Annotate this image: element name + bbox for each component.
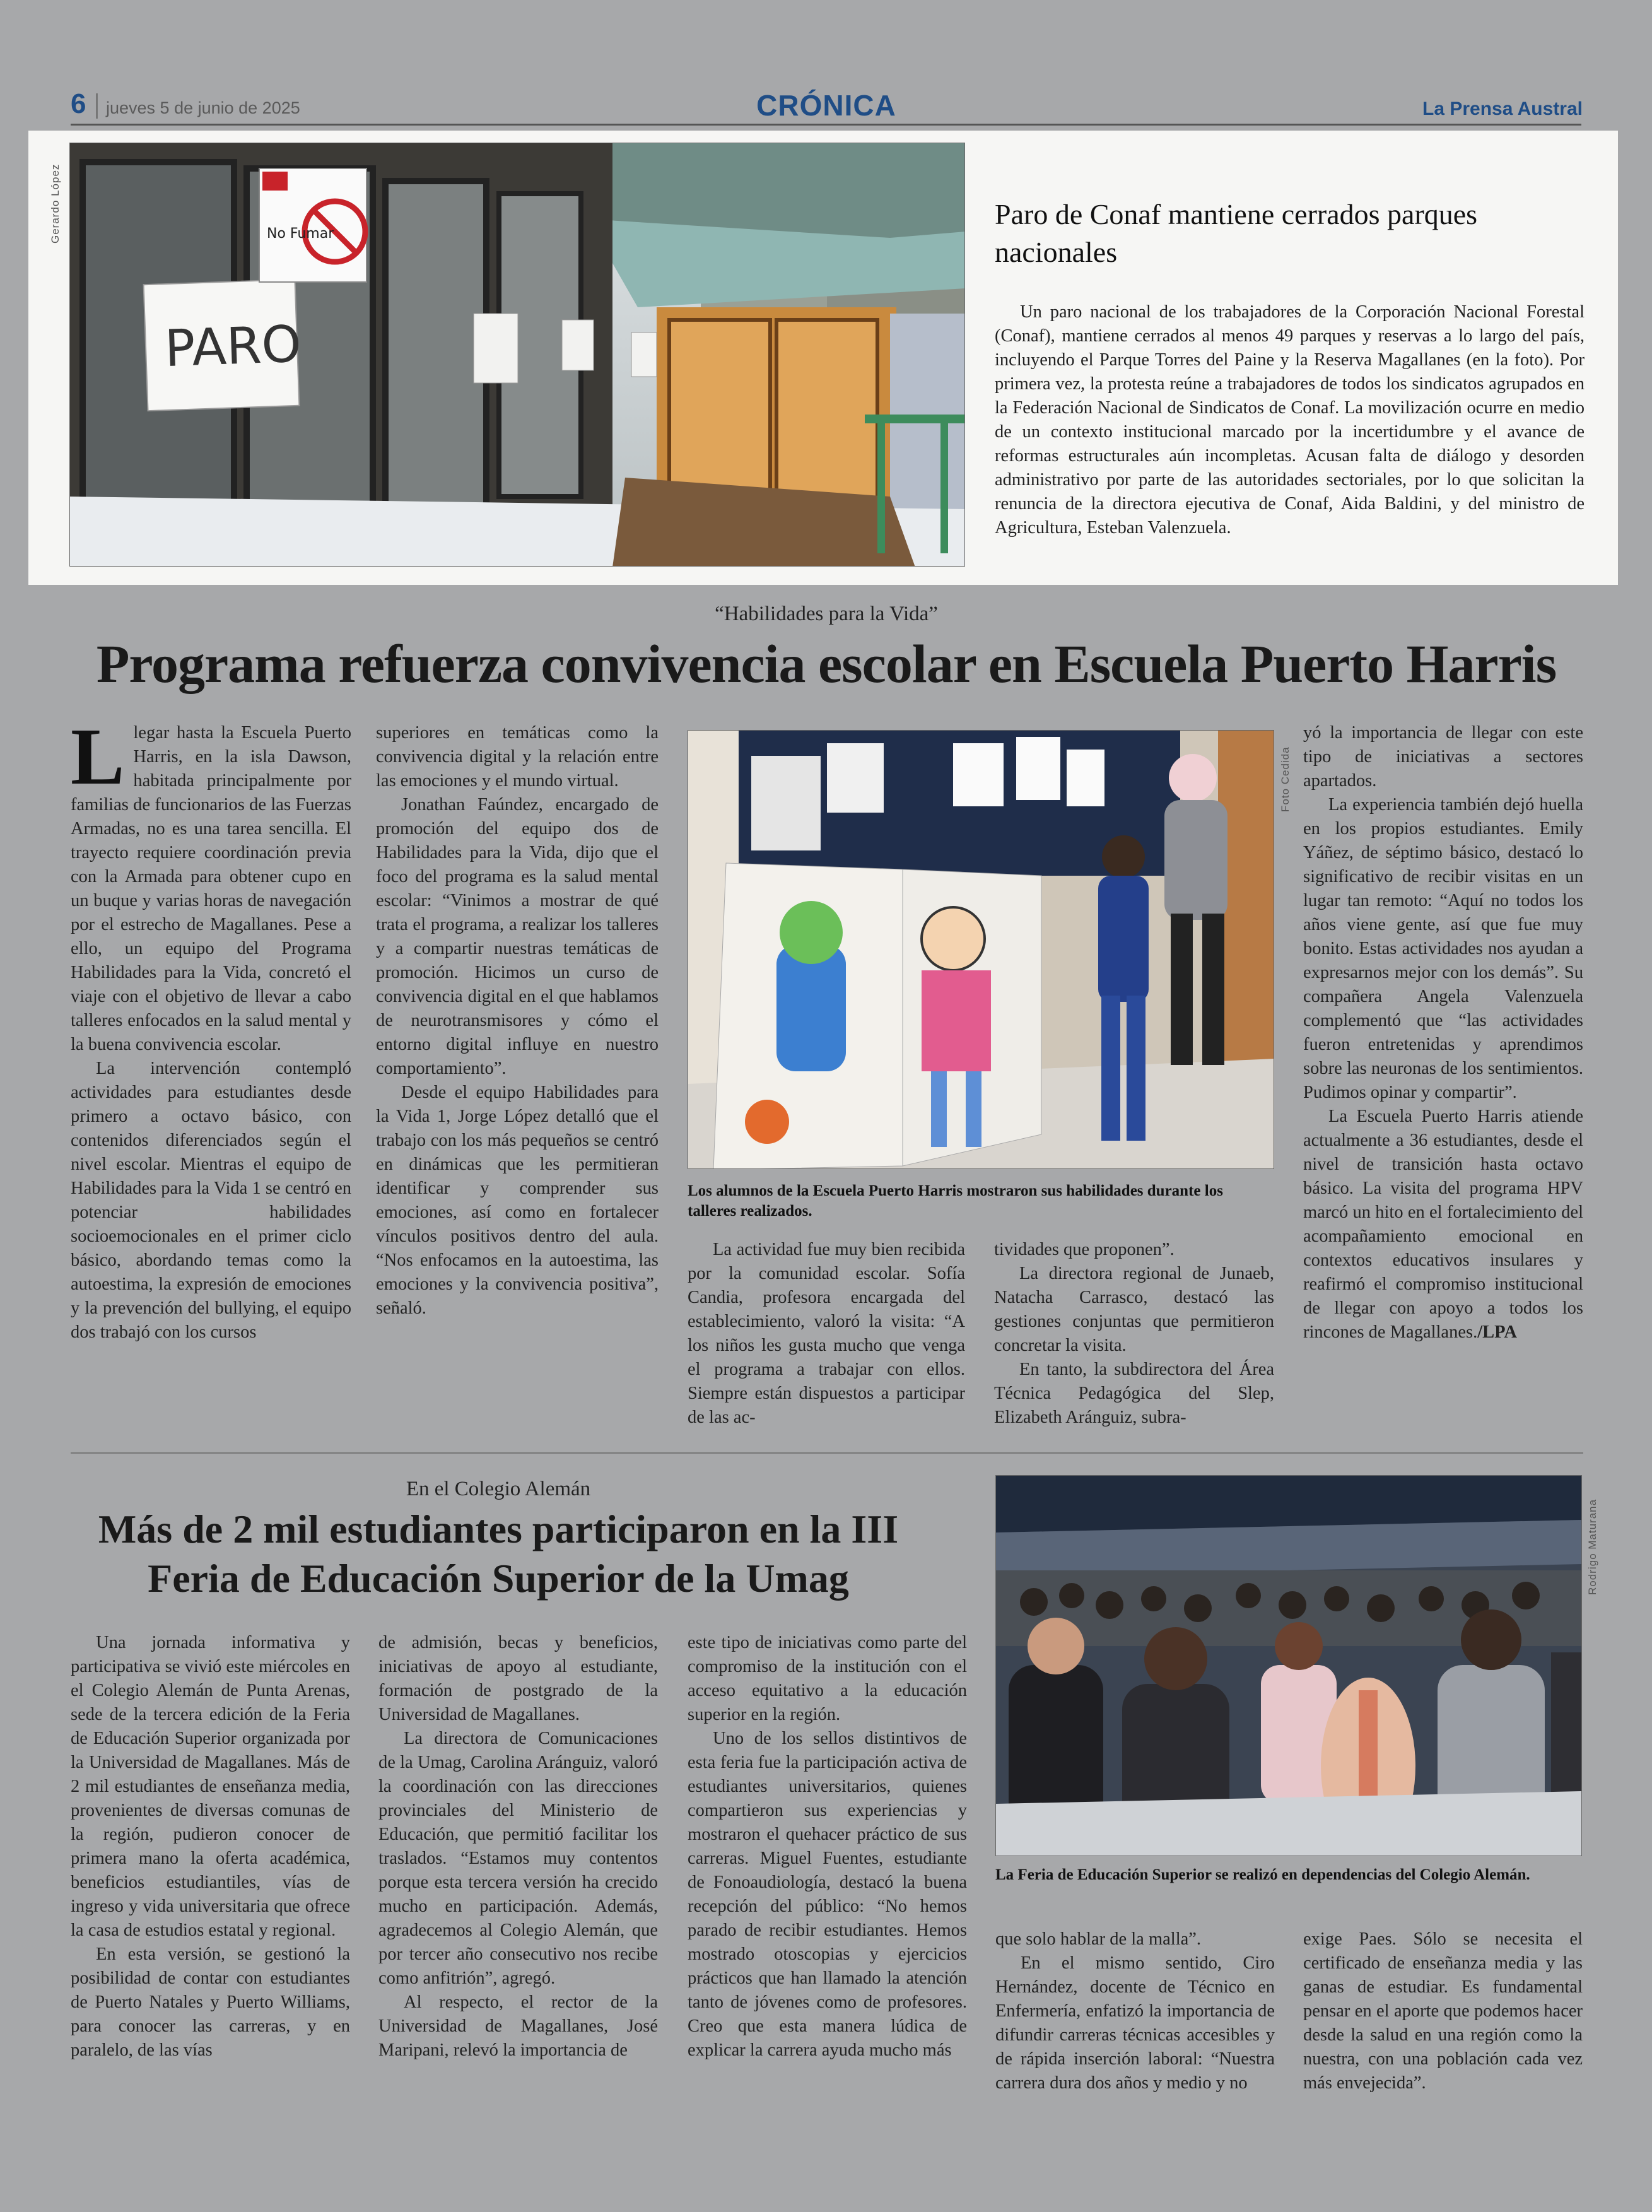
paro-sign-text: PARO <box>163 314 303 379</box>
second-photo-credit: Rodrigo Maturana <box>1586 1498 1598 1595</box>
classroom-illustration <box>688 731 1274 1169</box>
main-photo-credit: Foto Cedida <box>1279 746 1291 812</box>
main-story-column-1: Llegar hasta la Escuela Puerto Harris, en la isla Dawson, habitada principalmente por familias de funcionarios de las Fuerzas Armadas, no es una tarea sencilla. El trayecto requiere coordinación previa con la Armada para obtener cupo en un buque y varias horas de navegación por el estrecho de Magallanes. Pese a ello, un equipo del Programa Habilidades para la Vida, concretó el viaje con el objetivo de llevar a cabo talleres enfocados en la salud mental y la buena convivencia escolar. La intervención contempló actividades para estudiantes desde primero a octavo básico, con contenidos diferenciados según el nivel escolar. Mientras el equipo de Habilidades para la Vida 1 se centró en potenciar habilidades socioemocionales en el primer ciclo básico, abordando temas como la autoestima, la expresión de emociones y la prevención del bullying, el equipo dos trabajó con los cursos <box>71 712 351 1342</box>
second-story-column-3: este tipo de iniciativas como parte del compromiso de la institución con el acceso equitativo a la educación superior en la región. Uno de los sellos distintivos de esta feria fue la participación activa de estudiantes universitarios, quienes compartieron sus experiencias y mostraron el quehacer práctico de sus carreras. Miguel Fuentes, estudiante de Fonoaudiología, destacó la buena recepción del público: “No hemos parado de recibir estudiantes. Hemos mostrado otoscopias y ejercicios prácticos que han llamado la atención tanto de jóvenes como de profesores. Creo que esta manera lúdica de explicar la carrera ayuda mucho más <box>688 1633 967 2060</box>
second-story-kicker: En el Colegio Alemán <box>406 1478 591 1500</box>
top-story-title: Paro de Conaf mantiene cerrados parques nacionales <box>995 198 1478 268</box>
second-story-column-5: exige Paes. Sólo se necesita el certificado de enseñanza media y las ganas de estudiar. Es fundamental pensar en el aporte que podemos hacer desde la salud en una región como la nuestra, con una población cada vez más envejecida”. <box>1303 1929 1583 2093</box>
conaf-strike-photo <box>69 143 965 567</box>
school-workshop-photo <box>688 730 1274 1169</box>
main-story-column-2: superiores en temáticas como la convivencia digital y la relación entre las emociones y el mundo virtual. Jonathan Faúndez, encargado de promoción del equipo dos de Habilidades para la Vida, dijo que el foco del programa es la salud mental escolar: “Vinimos a mostrar de qué trata el programa, a realizar los talleres y a compartir nuestras temáticas de promoción. Hicimos un curso de convivencia digital en el que hablamos de neurotransmisores y cómo el entorno digital influye en nuestro comportamiento”. Desde el equipo Habilidades para la Vida 1, Jorge López detalló que el trabajo con los más pequeños se centró en dinámicas que les permitieran identificar y comprender sus emociones, así como en fortalecer vínculos positivos dentro del aula. “Nos enfocamos en la autoestima, las emociones y la convivencia positiva”, señaló. <box>376 723 659 1318</box>
signoff: /LPA <box>1477 1322 1518 1342</box>
main-story-column-4: tividades que proponen”. La directora regional de Junaeb, Natacha Carrasco, destacó las gestiones conjuntas que permitieron concretar la visita. En tanto, la subdirectora del Área Técnica Pedagógica del Slep, Elizabeth Aránguiz, subra- <box>994 1240 1274 1427</box>
newspaper-name: La Prensa Austral <box>1422 98 1583 119</box>
drop-cap: L <box>71 712 125 801</box>
second-photo-caption: La Feria de Educación Superior se realizó en dependencias del Colegio Alemán. <box>995 1866 1530 1883</box>
page-date: jueves 5 de junio de 2025 <box>106 98 300 117</box>
second-story-column-1: Una jornada informativa y participativa se vivió este miércoles en el Colegio Alemán de Punta Arenas, sede de la tercera edición de la Feria de Educación Superior organizada por la Universidad de Magallanes. Más de 2 mil estudiantes de enseñanza media, provenientes de diversas comunas de la región, pudieron conocer de primera mano la oferta académica, beneficios estudiantiles, vías de ingreso y vida universitaria que ofrece la casa de estudios estatal y regional. En esta versión, se gestionó la posibilidad de contar con estudiantes de Puerto Natales y Puerto Williams, para conocer las carreras, y en paralelo, de las vías <box>71 1633 350 2060</box>
education-fair-photo <box>995 1475 1582 1856</box>
no-fumar-sign-text: No Fumar <box>267 226 334 242</box>
main-story-column-5: yó la importancia de llegar con este tipo de iniciativas a sectores apartados. La experiencia también dejó huella en los propios estudiantes. Emily Yáñez, de séptimo básico, destacó lo significativo de recibir visitas en un lugar tan remoto: “Aquí no todos los años viene gente, así que fue muy bonito. Estas actividades nos ayudan a expresarnos mejor con los demás”. Su compañera Angela Valenzuela complementó que “las actividades fueron entretenidas y aprendimos sobre las neuronas de los sentimientos. Pudimos opinar y compartir”. La Escuela Puerto Harris atiende actualmente a 36 estudiantes, desde el nivel de transición hasta octavo básico. La visita del programa HPV marcó un hito en el fortalecimiento del acompañamiento emocional en contextos educativos insulares y reafirmó el compromiso institucional de llegar con apoyo a todos los rincones de Magallanes./LPA <box>1303 723 1583 1342</box>
header-divider <box>96 93 98 119</box>
story-divider <box>71 1452 1583 1454</box>
fair-crowd-illustration <box>996 1476 1582 1856</box>
main-story-column-3: La actividad fue muy bien recibida por la comunidad escolar. Sofía Candia, profesora encargada del establecimiento, valoró la visita: “A los niños les gusta mucho que venga el programa a trabajar con ellos. Siempre están dispuestos a participar de las ac- <box>688 1240 965 1427</box>
main-photo-caption: Los alumnos de la Escuela Puerto Harris mostraron sus habilidades durante los talleres realizados. <box>688 1182 1223 1220</box>
photo-credit: Gerardo López <box>49 163 61 244</box>
conaf-building-illustration <box>70 143 965 567</box>
second-story-headline: Más de 2 mil estudiantes participaron en la III Feria de Educación Superior de la Umag <box>98 1507 899 1601</box>
header-rule <box>71 124 1581 126</box>
second-story-column-2: de admisión, becas y beneficios, iniciativas de apoyo al estudiante, formación de postgrado de la Universidad de Magallanes. La directora de Comunicaciones de la Umag, Carolina Aránguiz, valoró la coordinación con las direcciones provinciales del Ministerio de Educación, que permitió facilitar los traslados. “Estamos muy contentos porque esta tercera versión ha crecido mucho en participación. Además, agradecemos al Colegio Alemán, que por tercer año consecutivo nos recibe como anfitrión”, agregó. Al respecto, el rector de la Universidad de Magallanes, José Maripani, relevó la importancia de <box>378 1633 658 2060</box>
section-title: CRÓNICA <box>756 89 896 122</box>
second-story-column-4: que solo hablar de la malla”. En el mismo sentido, Ciro Hernández, docente de Técnico en Enfermería, enfatizó la importancia de difundir carreras técnicas accesibles y de rápida inserción laboral: “Nuestra carrera dura dos años y medio y no <box>995 1929 1275 2093</box>
top-story-body: Un paro nacional de los trabajadores de la Corporación Nacional Forestal (Conaf), mantiene cerrados al menos 49 parques y reservas a lo largo del país, incluyendo el Parque Torres del Paine y la Reserva Magallanes (en la foto). Por primera vez, la protesta reúne a trabajadores de todos los sindicatos agrupados en la Federación Nacional de Sindicatos de Conaf. La movilización ocurre en medio de un contexto institucional marcado por la incertidumbre y el avance de reformas estructurales aún incompletas. Acusan falta de diálogo y desorden administrativo por parte de las autoridades sectoriales, por lo que solicitan la renuncia de la directora ejecutiva de Conaf, Aida Baldini, y del ministro de Agricultura, Esteban Valenzuela. <box>995 302 1585 538</box>
main-story-kicker: “Habilidades para la Vida” <box>715 603 938 625</box>
main-story-headline: Programa refuerza convivencia escolar en Escuela Puerto Harris <box>96 633 1557 694</box>
page-number: 6 <box>71 88 86 119</box>
